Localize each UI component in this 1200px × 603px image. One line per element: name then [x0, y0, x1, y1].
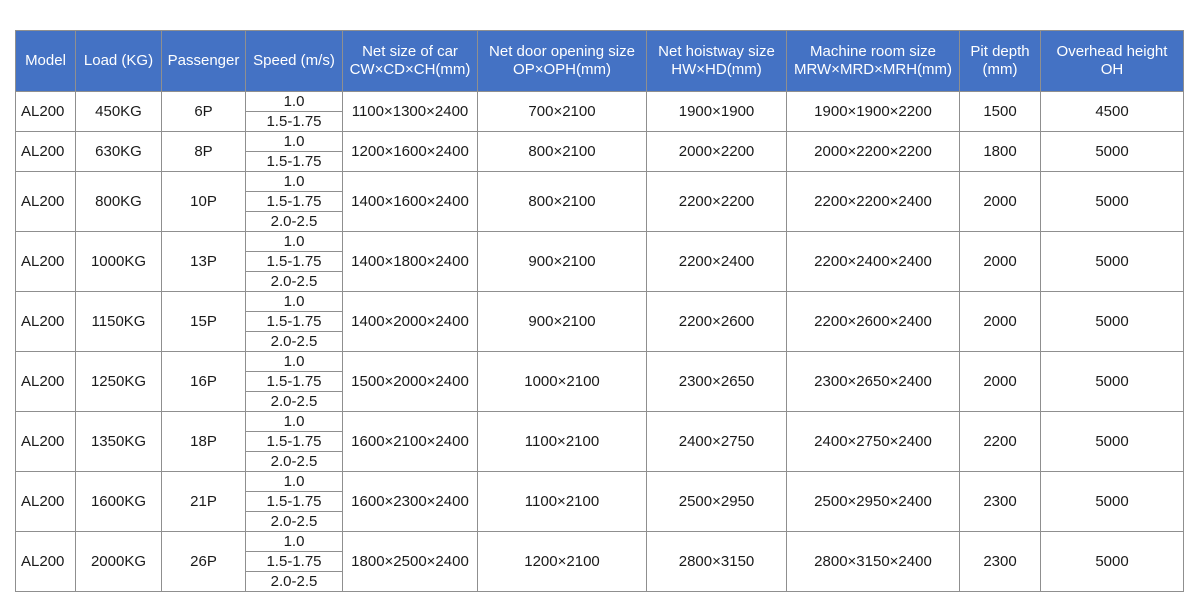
- header-passenger: [162, 31, 246, 92]
- speed-value: 1.0: [283, 93, 305, 110]
- cell-model: AL200: [16, 532, 76, 592]
- cell-overhead-height: 5000: [1041, 472, 1184, 532]
- header-load: [76, 31, 162, 92]
- cell-speed: [246, 292, 343, 352]
- cell-machine-room-size: 2400×2750×2400: [787, 412, 960, 472]
- cell-car-size: 1600×2300×2400: [343, 472, 478, 532]
- speed-value: 1.0: [283, 413, 305, 430]
- header-line: Speed (m/s): [253, 52, 335, 69]
- cell-hoistway-size: 2400×2750: [647, 412, 787, 472]
- header-line: Overhead height: [1056, 43, 1168, 60]
- speed-value: 2.0-2.5: [246, 511, 342, 531]
- elevator-spec-table: [15, 30, 1184, 592]
- cell-car-size: 1200×1600×2400: [343, 132, 478, 172]
- table-row: [16, 92, 1184, 132]
- speed-options: [246, 92, 342, 131]
- speed-options: [246, 172, 342, 231]
- cell-passenger: 18P: [162, 412, 246, 472]
- cell-speed: [246, 172, 343, 232]
- cell-machine-room-size: 2000×2200×2200: [787, 132, 960, 172]
- cell-model: AL200: [16, 132, 76, 172]
- cell-overhead-height: 5000: [1041, 232, 1184, 292]
- speed-value: 1.0: [283, 473, 305, 490]
- speed-options: [246, 352, 342, 411]
- cell-load: 1350KG: [76, 412, 162, 472]
- header-car-size: [343, 31, 478, 92]
- cell-machine-room-size: 2200×2400×2400: [787, 232, 960, 292]
- speed-value: 1.0: [283, 533, 305, 550]
- speed-value: 1.5-1.75: [246, 371, 342, 391]
- cell-hoistway-size: 2200×2600: [647, 292, 787, 352]
- cell-pit-depth: 2200: [960, 412, 1041, 472]
- header-line: Pit depth: [970, 43, 1030, 60]
- cell-door-size: 900×2100: [478, 292, 647, 352]
- cell-passenger: 26P: [162, 532, 246, 592]
- cell-model: AL200: [16, 232, 76, 292]
- cell-speed: [246, 92, 343, 132]
- cell-hoistway-size: 1900×1900: [647, 92, 787, 132]
- speed-value: 2.0-2.5: [246, 571, 342, 591]
- cell-machine-room-size: 2500×2950×2400: [787, 472, 960, 532]
- cell-passenger: 13P: [162, 232, 246, 292]
- cell-door-size: 1100×2100: [478, 412, 647, 472]
- cell-model: AL200: [16, 92, 76, 132]
- speed-value: 1.5-1.75: [246, 551, 342, 571]
- cell-speed: [246, 472, 343, 532]
- header-speed: [246, 31, 343, 92]
- cell-door-size: 1200×2100: [478, 532, 647, 592]
- cell-pit-depth: 2000: [960, 172, 1041, 232]
- cell-passenger: 15P: [162, 292, 246, 352]
- header-line: Net hoistway size: [658, 43, 775, 60]
- cell-overhead-height: 5000: [1041, 412, 1184, 472]
- cell-load: 2000KG: [76, 532, 162, 592]
- cell-load: 1000KG: [76, 232, 162, 292]
- cell-load: 450KG: [76, 92, 162, 132]
- header-line: OP×OPH(mm): [513, 61, 611, 78]
- cell-load: 1250KG: [76, 352, 162, 412]
- header-line: CW×CD×CH(mm): [349, 61, 471, 78]
- speed-value: 1.5-1.75: [246, 191, 342, 211]
- cell-overhead-height: 5000: [1041, 532, 1184, 592]
- speed-value: 1.5-1.75: [246, 311, 342, 331]
- table-row: [16, 412, 1184, 472]
- speed-options: [246, 292, 342, 351]
- speed-options: [246, 132, 342, 171]
- cell-hoistway-size: 2300×2650: [647, 352, 787, 412]
- cell-machine-room-size: 2300×2650×2400: [787, 352, 960, 412]
- cell-speed: [246, 132, 343, 172]
- header-model: [16, 31, 76, 92]
- header-line: MRW×MRD×MRH(mm): [793, 61, 953, 78]
- cell-door-size: 1100×2100: [478, 472, 647, 532]
- table-row: [16, 232, 1184, 292]
- table-body: [16, 92, 1184, 592]
- header-line: Net size of car: [362, 43, 458, 60]
- cell-overhead-height: 5000: [1041, 132, 1184, 172]
- speed-options: [246, 232, 342, 291]
- speed-value: 2.0-2.5: [246, 391, 342, 411]
- cell-speed: [246, 412, 343, 472]
- cell-passenger: 10P: [162, 172, 246, 232]
- speed-value: 2.0-2.5: [246, 211, 342, 231]
- header-line: Machine room size: [810, 43, 936, 60]
- cell-pit-depth: 2300: [960, 532, 1041, 592]
- speed-value: 1.0: [283, 353, 305, 370]
- cell-machine-room-size: 2800×3150×2400: [787, 532, 960, 592]
- speed-value: 1.0: [283, 293, 305, 310]
- cell-hoistway-size: 2500×2950: [647, 472, 787, 532]
- speed-value: 1.5-1.75: [246, 251, 342, 271]
- cell-passenger: 8P: [162, 132, 246, 172]
- speed-value: 1.0: [283, 233, 305, 250]
- cell-hoistway-size: 2200×2200: [647, 172, 787, 232]
- header-line: Load (KG): [83, 52, 154, 69]
- header-machine-room-size: [787, 31, 960, 92]
- cell-pit-depth: 1500: [960, 92, 1041, 132]
- header-pit-depth: [960, 31, 1041, 92]
- cell-pit-depth: 2000: [960, 292, 1041, 352]
- cell-model: AL200: [16, 412, 76, 472]
- spec-table-container: [15, 30, 1183, 592]
- cell-door-size: 700×2100: [478, 92, 647, 132]
- cell-pit-depth: 2000: [960, 352, 1041, 412]
- cell-load: 1600KG: [76, 472, 162, 532]
- cell-car-size: 1400×2000×2400: [343, 292, 478, 352]
- cell-machine-room-size: 2200×2200×2400: [787, 172, 960, 232]
- cell-load: 1150KG: [76, 292, 162, 352]
- speed-options: [246, 412, 342, 471]
- speed-value: 1.0: [283, 173, 305, 190]
- cell-model: AL200: [16, 292, 76, 352]
- cell-door-size: 800×2100: [478, 172, 647, 232]
- cell-pit-depth: 1800: [960, 132, 1041, 172]
- speed-value: 2.0-2.5: [246, 451, 342, 471]
- cell-car-size: 1400×1600×2400: [343, 172, 478, 232]
- cell-door-size: 800×2100: [478, 132, 647, 172]
- cell-load: 630KG: [76, 132, 162, 172]
- cell-passenger: 21P: [162, 472, 246, 532]
- cell-hoistway-size: 2800×3150: [647, 532, 787, 592]
- cell-passenger: 6P: [162, 92, 246, 132]
- header-door-size: [478, 31, 647, 92]
- cell-car-size: 1600×2100×2400: [343, 412, 478, 472]
- speed-value: 1.5-1.75: [246, 491, 342, 511]
- speed-value: 1.5-1.75: [246, 111, 342, 131]
- cell-hoistway-size: 2200×2400: [647, 232, 787, 292]
- cell-speed: [246, 232, 343, 292]
- cell-overhead-height: 5000: [1041, 292, 1184, 352]
- cell-machine-room-size: 2200×2600×2400: [787, 292, 960, 352]
- cell-overhead-height: 4500: [1041, 92, 1184, 132]
- cell-door-size: 900×2100: [478, 232, 647, 292]
- header-line: HW×HD(mm): [671, 61, 762, 78]
- header-line: Net door opening size: [489, 43, 635, 60]
- header-line: OH: [1100, 61, 1124, 78]
- header-line: (mm): [982, 61, 1018, 78]
- speed-value: 1.5-1.75: [246, 151, 342, 171]
- table-row: [16, 532, 1184, 592]
- table-row: [16, 132, 1184, 172]
- table-row: [16, 172, 1184, 232]
- header-overhead-height: [1041, 31, 1184, 92]
- table-row: [16, 352, 1184, 412]
- cell-model: AL200: [16, 172, 76, 232]
- cell-overhead-height: 5000: [1041, 352, 1184, 412]
- cell-machine-room-size: 1900×1900×2200: [787, 92, 960, 132]
- header-hoistway-size: [647, 31, 787, 92]
- speed-value: 2.0-2.5: [246, 331, 342, 351]
- cell-load: 800KG: [76, 172, 162, 232]
- cell-model: AL200: [16, 472, 76, 532]
- cell-car-size: 1400×1800×2400: [343, 232, 478, 292]
- cell-passenger: 16P: [162, 352, 246, 412]
- speed-options: [246, 532, 342, 591]
- speed-value: 1.0: [283, 133, 305, 150]
- header-line: Passenger: [167, 52, 240, 69]
- header-line: Model: [25, 52, 66, 69]
- cell-speed: [246, 352, 343, 412]
- cell-model: AL200: [16, 352, 76, 412]
- cell-car-size: 1100×1300×2400: [343, 92, 478, 132]
- cell-pit-depth: 2300: [960, 472, 1041, 532]
- cell-door-size: 1000×2100: [478, 352, 647, 412]
- cell-hoistway-size: 2000×2200: [647, 132, 787, 172]
- speed-options: [246, 472, 342, 531]
- cell-overhead-height: 5000: [1041, 172, 1184, 232]
- speed-value: 2.0-2.5: [246, 271, 342, 291]
- cell-car-size: 1800×2500×2400: [343, 532, 478, 592]
- cell-car-size: 1500×2000×2400: [343, 352, 478, 412]
- cell-speed: [246, 532, 343, 592]
- table-row: [16, 472, 1184, 532]
- cell-pit-depth: 2000: [960, 232, 1041, 292]
- table-row: [16, 292, 1184, 352]
- speed-value: 1.5-1.75: [246, 431, 342, 451]
- table-header-row: [16, 31, 1184, 92]
